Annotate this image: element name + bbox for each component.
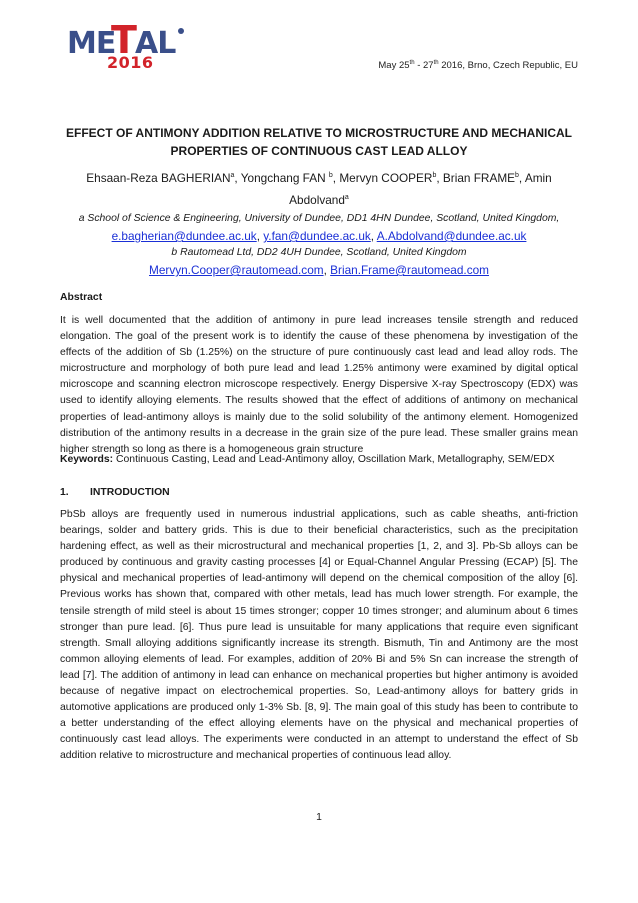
keywords-label: Keywords: (60, 454, 114, 465)
emails-b (60, 261, 578, 279)
logo-text-me: ME (67, 26, 116, 61)
introduction-text: PbSb alloys are frequently used in numerous industrial applications, such as cable sheaths, anti-friction bearings, solder and battery grids. This is due to their beneficial characteristics, such as the precipitation hardening effect, as well as their microstructural and mechanical properties [1, 2, and 3]. Pb-Sb alloys can be produced by continuous and gravity casting processes [4] or Equal-Channel Angular Pressing (ECAP) [5]. The physical and mechanical properties of lead-antimony will depend on the chemical composition of the alloy [6]. Previous works has shown that, compared with other metals, lead has much lower strength. For example, the tensile strength of mild steel is about 15 times stronger; copper 10 times stronger; and aluminum about 6 times stronger than pure lead. [6]. Thus pure lead is unsuitable for many applications that require even significant strength. Small alloying additions significantly increase its strength. Bismuth, Tin and Antimony are the most common alloying elements of lead. For examples, addition of 20% Bi and 5% Sn can increase the strength of lead [7]. The addition of antimony in lead can enhance on mechanical properties but higher antimony is avoided because of negative impact on electrochemical properties. So, Lead-antimony alloys for battery grids in automotive applications are produced only 1-3% Sb. [8, 9]. The main goal of this study has been to contribute to a better understanding of the effect alloying elements have on the physical and mechanical properties of continuously cast lead alloys. The experiments were conducted in an attempt to understand the effect of Sb addition relative to microstructure and mechanical properties of continuous lead alloy. (60, 509, 578, 762)
author-sup: a (344, 193, 349, 201)
author-1 (86, 171, 241, 185)
author-name: Amin Abdolvand (289, 170, 552, 207)
section-number: 1. (60, 487, 69, 498)
conf-sup2: th (433, 60, 439, 66)
keywords (60, 454, 578, 465)
keywords-text: Continuous Casting, Lead and Lead-Antimony alloy, Oscillation Mark, Metallography, SEM/EDX (113, 454, 555, 465)
author-name: Brian FRAME (442, 170, 516, 185)
email-link[interactable]: y.fan@dundee.ac.uk (263, 229, 371, 243)
author-sep: , (518, 170, 525, 185)
affiliation-a: a School of Science & Engineering, University of Dundee, DD1 4HN Dundee, Scotland, United Kingdom, (78, 213, 560, 224)
author-sep: , (234, 170, 241, 185)
logo-text-al: AL (135, 26, 176, 61)
paper-title: EFFECT OF ANTIMONY ADDITION RELATIVE TO MICROSTRUCTURE AND MECHANICAL PROPERTIES OF CONTINUOUS CAST LEAD ALLOY (66, 126, 572, 158)
logo-dot (178, 28, 184, 34)
author-4 (443, 171, 525, 185)
author-sup: b (515, 172, 519, 179)
author-sup: b (432, 172, 437, 179)
conf-day1: May 25 (378, 60, 410, 72)
conf-sup1: th (409, 60, 415, 66)
author-sup: b (328, 172, 333, 179)
section-heading (60, 487, 170, 498)
metal-conference-logo (67, 18, 187, 70)
conference-date-location (378, 60, 578, 71)
logo-year: 2016 (107, 53, 154, 72)
logo-text-t: T (111, 18, 137, 62)
conf-day2: - 27 (414, 60, 434, 72)
author-sep: , (436, 170, 443, 185)
page-number: 1 (316, 812, 322, 823)
email-link[interactable]: A.Abdolvand@dundee.ac.uk (376, 229, 527, 243)
author-name: Mervyn COOPER (339, 170, 433, 185)
email-separator: , (323, 263, 331, 277)
affiliation-b: b Rautomead Ltd, DD2 4UH Dundee, Scotland, United Kingdom (171, 247, 467, 258)
abstract-text: It is well documented that the addition of antimony in pure lead increases tensile strength and reduced elongation. The goal of the present work is to identify the cause of these phenomena by investigation of the effects of the addition of Sb (1.25%) on the structure of pure continuously cast lead and lead alloy rods. The microstructure and morphology of both pure lead and lead 1.25% antimony were examined by digital optical microscope and scanning electron microscope respectively. Energy Dispersive X-ray Spectroscopy (EDX) was used to identify alloying elements. The results showed that the effect of additions of antimony on mechanical properties of lead-antimony alloys is mainly due to the solid solubility of the antimony element. Homogenized distribution of the antimony results in a decrease in the grain size of the pure lead. These smaller grains mean higher strength so long as there is a homogeneous grain structure (60, 315, 578, 455)
author-sep: , (332, 170, 340, 185)
emails-a (60, 227, 578, 245)
author-3 (339, 171, 443, 185)
email-link[interactable]: Mervyn.Cooper@rautomead.com (149, 263, 324, 277)
section-title: INTRODUCTION (90, 487, 170, 498)
author-name: Yongchang FAN (240, 170, 329, 185)
author-name: Ehsaan-Reza BAGHERIAN (86, 170, 231, 185)
conf-place: 2016, Brno, Czech Republic, EU (438, 60, 578, 72)
abstract-heading: Abstract (60, 292, 103, 303)
email-link[interactable]: e.bagherian@dundee.ac.uk (111, 229, 257, 243)
email-separator: , (256, 229, 264, 243)
author-list (60, 166, 578, 210)
email-link[interactable]: Brian.Frame@rautomead.com (330, 263, 489, 277)
author-sup: a (230, 172, 235, 179)
email-separator: , (370, 229, 377, 243)
author-2 (241, 171, 340, 185)
